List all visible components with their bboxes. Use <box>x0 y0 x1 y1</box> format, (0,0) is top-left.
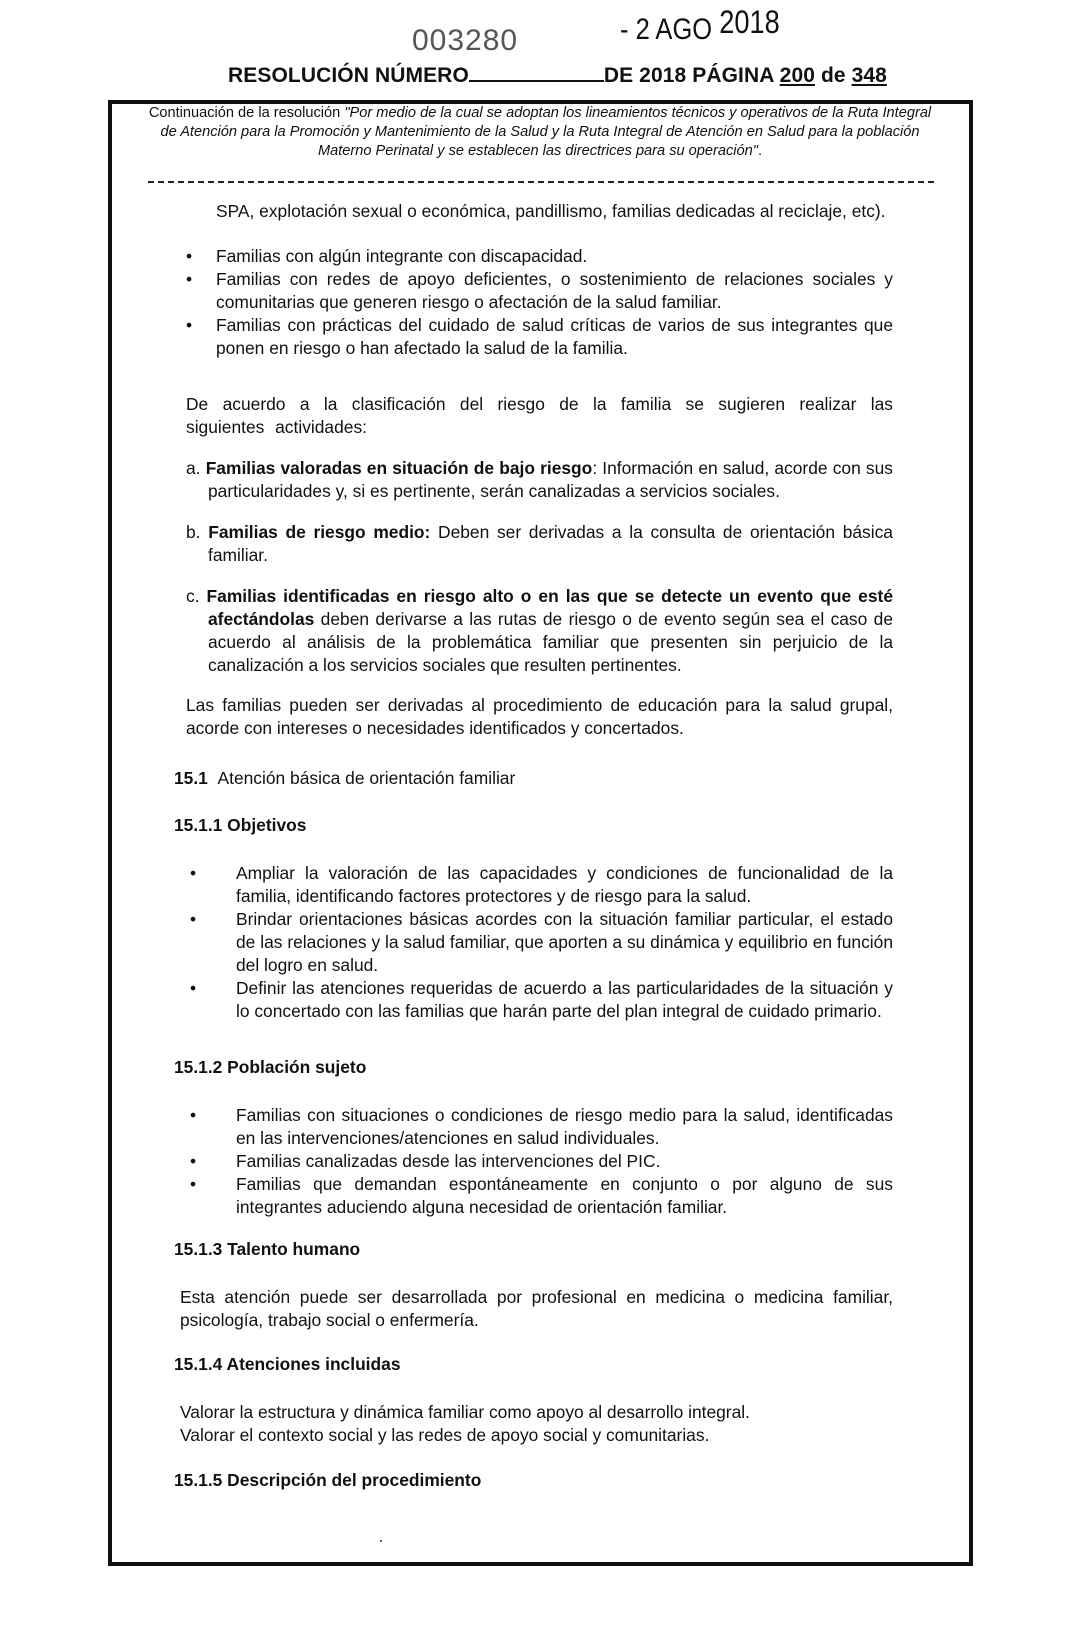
objetivos-list <box>190 862 893 1023</box>
list-item <box>190 862 893 908</box>
risk-item-title: Familias valoradas en situación de bajo riesgo <box>205 458 593 478</box>
risk-item-text: Deben ser derivadas a la consulta de orientación básica familiar. <box>208 522 893 565</box>
bullet-icon: • <box>190 909 197 929</box>
objetivos-heading: 15.1.1 Objetivos <box>174 815 307 835</box>
atenciones-heading: 15.1.4 Atenciones incluidas <box>174 1354 401 1374</box>
continuation-title: "Por medio de la cual se adoptan los lineamientos técnicos y operativos de la Ruta Integral de Atención para la Promoción y Mantenimiento de la Salud y la Ruta Integral de Atención en Salud para la población Materno Perinatal y se establecen las directrices para su operación" <box>160 105 932 159</box>
date-stamp-year: 2018 <box>719 4 780 40</box>
list-item <box>186 268 893 314</box>
risk-item-b <box>186 521 893 567</box>
talento-heading: 15.1.3 Talento humano <box>174 1239 361 1259</box>
list-item <box>190 908 893 977</box>
continuation-lead: Continuación de la resolución <box>148 105 345 121</box>
atencion-line: Valorar el contexto social y las redes de apoyo social y comunitarias. <box>180 1425 710 1445</box>
list-item <box>190 1150 893 1173</box>
list-item-text: Familias que demandan espontáneamente en conjunto o por alguno de sus integrantes aduciendo alguna necesidad de orientación familiar. <box>236 1174 893 1217</box>
list-item-text: Familias con algún integrante con discapacidad. <box>216 246 588 266</box>
poblacion-list <box>190 1104 893 1219</box>
list-item-text: Familias con situaciones o condiciones de riesgo medio para la salud, identificadas en las intervenciones/atenciones en salud individuales. <box>236 1105 893 1148</box>
bullet-icon: • <box>190 1105 197 1125</box>
bullet-icon: • <box>190 1174 197 1194</box>
section-title: Atención básica de orientación familiar <box>217 768 516 788</box>
section-number: 15.1 <box>174 768 208 788</box>
date-stamp-day-month: - 2 AGO <box>620 13 713 46</box>
continuation-end: . <box>757 143 763 159</box>
page-number: 200 <box>779 64 816 87</box>
risk-item-title: Familias identificadas en riesgo alto o en las que se detecte un evento que esté afectándolas <box>206 586 893 629</box>
risk-item-a <box>186 457 893 503</box>
list-item-text: Definir las atenciones requeridas de acuerdo a las particularidades de la situación y lo concertado con las familias que harán parte del plan integral de cuidado primario. <box>236 978 893 1021</box>
total-pages: 348 <box>851 64 887 87</box>
risk-item-letter: a. <box>186 458 201 478</box>
risk-item-title: Familias de riesgo medio: <box>208 522 431 542</box>
family-risk-list <box>186 245 893 360</box>
poblacion-heading: 15.1.2 Población sujeto <box>174 1057 367 1077</box>
resolution-number-blank <box>469 62 604 82</box>
list-item <box>190 1173 893 1219</box>
scan-speck <box>380 1540 382 1542</box>
bullet-icon: • <box>190 978 197 998</box>
continuation-header <box>140 104 940 161</box>
bullet-icon: • <box>190 1151 197 1171</box>
resolution-prefix: RESOLUCIÓN NÚMERO <box>228 64 469 87</box>
resolution-header <box>228 62 887 88</box>
list-item <box>190 1104 893 1150</box>
risk-item-text: : Información en salud, acorde con sus particularidades y, si es pertinente, serán canalizadas a servicios sociales. <box>208 458 893 501</box>
talento-paragraph: Esta atención puede ser desarrollada por profesional en medicina o medicina familiar, psicología, trabajo social o enfermería. <box>180 1287 893 1330</box>
descripcion-heading: 15.1.5 Descripción del procedimiento <box>174 1470 482 1490</box>
risk-item-letter: b. <box>186 522 201 542</box>
derivation-paragraph: Las familias pueden ser derivadas al procedimiento de educación para la salud grupal, acorde con intereses o necesidades identificados y concertados. <box>186 695 893 738</box>
date-stamp <box>620 4 780 47</box>
resolution-number-stamp: 003280 <box>412 24 519 57</box>
bullet-icon: • <box>186 246 193 266</box>
list-item <box>190 977 893 1023</box>
list-item-text: Brindar orientaciones básicas acordes con la situación familiar particular, el estado de las relaciones y la salud familiar, que aporten a su dinámica y equilibrio en función del logro en salud. <box>236 909 893 975</box>
list-item-text: Familias con redes de apoyo deficientes, o sostenimiento de relaciones sociales y comunitarias que generen riesgo o afectación de la salud familiar. <box>216 269 893 312</box>
page-of: de <box>820 64 846 87</box>
list-item-text: Familias canalizadas desde las intervenciones del PIC. <box>236 1151 661 1171</box>
list-item-text: Familias con prácticas del cuidado de salud críticas de varios de sus integrantes que ponen en riesgo o han afectado la salud de la familia. <box>216 315 893 358</box>
risk-item-letter: c. <box>186 586 200 606</box>
bullet-icon: • <box>186 269 193 289</box>
section-15-1-heading <box>174 768 515 789</box>
bullet-icon: • <box>186 315 193 335</box>
bullet-icon: • <box>190 863 197 883</box>
list-item <box>186 314 893 360</box>
continued-text: SPA, explotación sexual o económica, pandillismo, familias dedicadas al reciclaje, etc). <box>216 201 886 221</box>
risk-item-text: deben derivarse a las rutas de riesgo o de evento según sea el caso de acuerdo al análisis de la problemática familiar que presenten sin perjuicio de la canalización a los servicios sociales que resulten pertinentes. <box>208 609 893 675</box>
list-item-text: Ampliar la valoración de las capacidades y condiciones de funcionalidad de la familia, identificando factores protectores y de riesgo para la salud. <box>236 863 893 906</box>
resolution-year-page: DE 2018 PÁGINA <box>603 64 774 87</box>
atenciones-lines <box>180 1401 893 1447</box>
atencion-line: Valorar la estructura y dinámica familiar como apoyo al desarrollo integral. <box>180 1402 750 1422</box>
classification-paragraph: De acuerdo a la clasificación del riesgo de la familia se sugieren realizar las siguientes actividades: <box>186 394 893 437</box>
list-item <box>186 245 893 268</box>
header-divider <box>148 181 934 183</box>
risk-item-c <box>186 585 893 677</box>
